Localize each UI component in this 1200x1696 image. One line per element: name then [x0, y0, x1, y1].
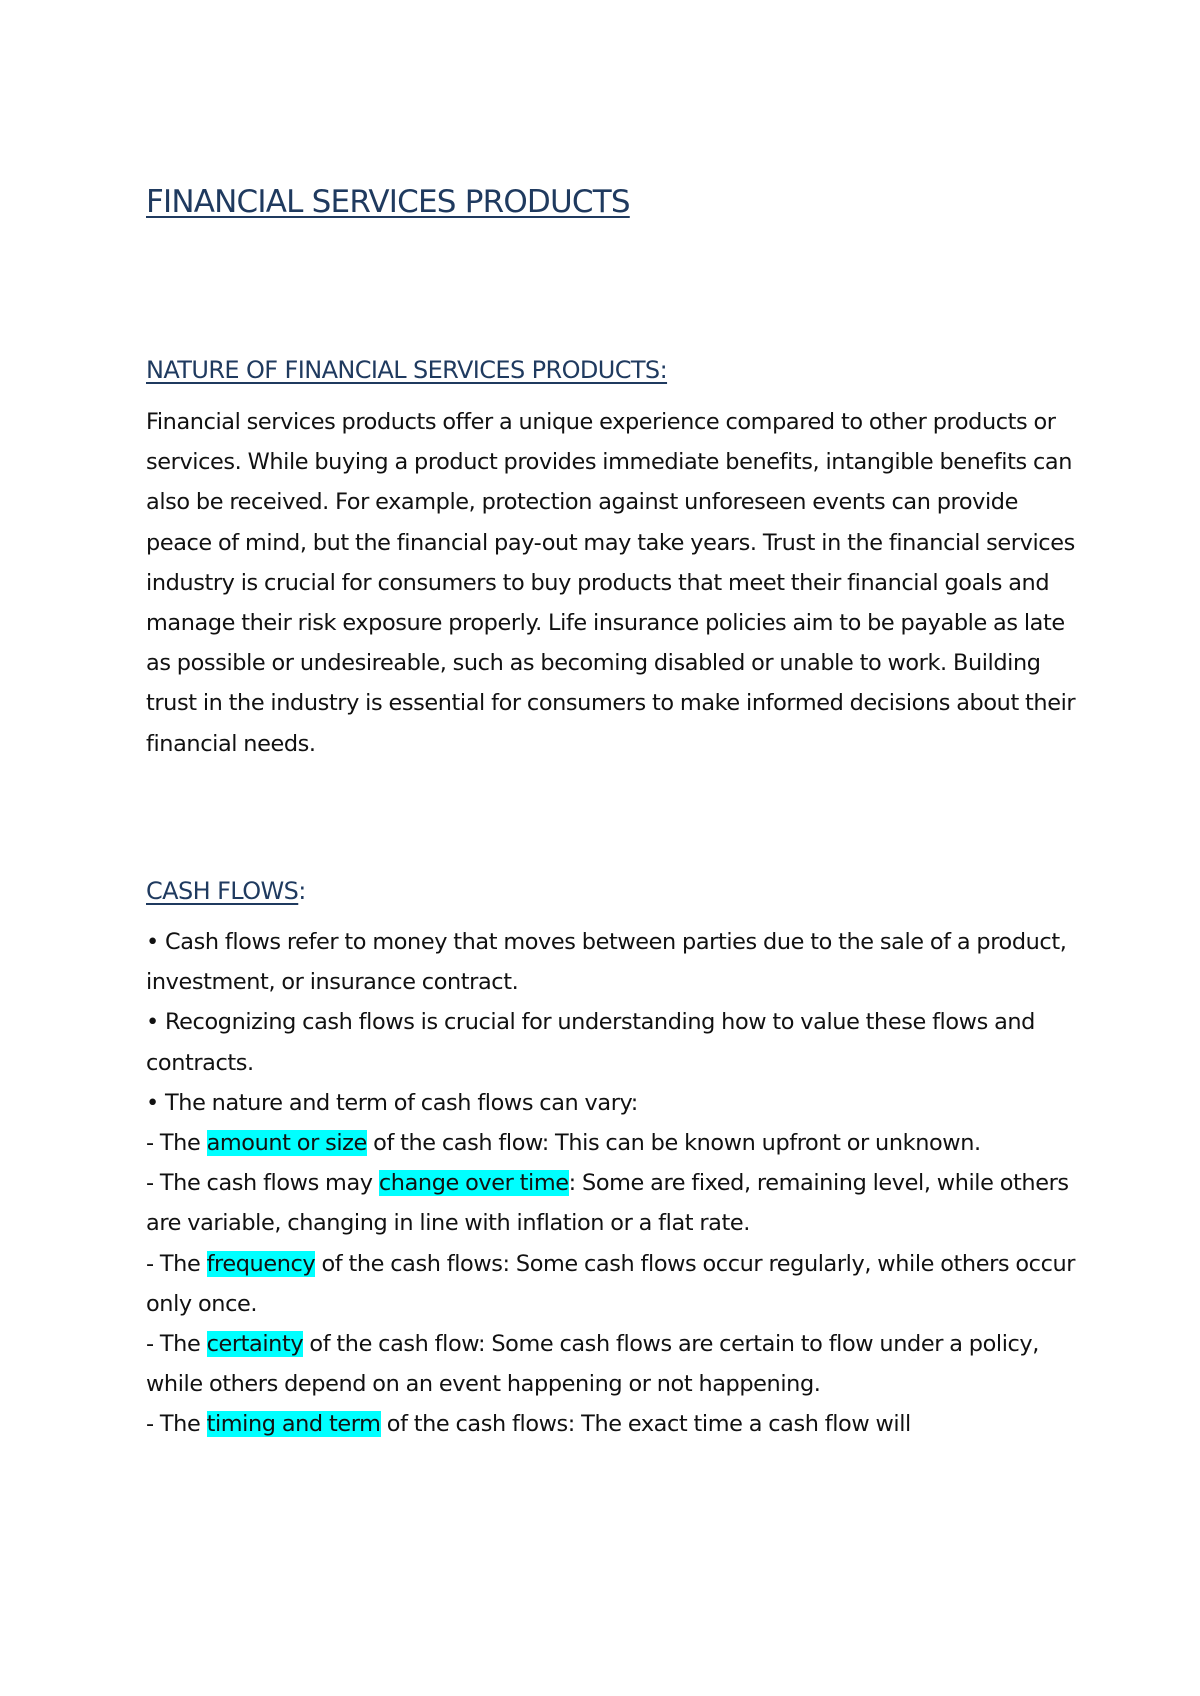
cash-flow-attribute-item [146, 1244, 1076, 1324]
highlighted-term: change over time [378, 1170, 569, 1197]
cash-flows-list [146, 922, 1076, 1445]
item-text: : Some are fixed, remaining level, while others are variable, changing in line with inflation or a flat rate. [146, 1170, 1069, 1237]
cash-flows-heading-text: CASH FLOWS [146, 877, 299, 905]
item-prefix: - The [146, 1411, 207, 1438]
cash-flows-heading-colon: : [298, 877, 306, 905]
document-title: FINANCIAL SERVICES PRODUCTS [146, 184, 630, 220]
highlighted-term: timing and term [206, 1411, 381, 1438]
item-prefix: - The cash flows may [146, 1170, 379, 1197]
item-text: of the cash flow: This can be known upfront or unknown. [366, 1130, 981, 1157]
highlighted-term: certainty [206, 1331, 304, 1358]
nature-paragraph: Financial services products offer a unique experience compared to other products or services. While buying a product provides immediate benefits, intangible benefits can also be received. For example, protection against unforeseen events can provide peace of mind, but the financial pay-out may take years. Trust in the financial services industry is crucial for consumers to buy products that meet their financial goals and manage their risk exposure properly. Life insurance policies aim to be payable as late as possible or undesireable, such as becoming disabled or unable to work. Building trust in the industry is essential for consumers to make informed decisions about their financial needs. [146, 409, 1076, 757]
cash-flow-attribute-item [146, 1404, 1076, 1444]
item-prefix: - The [146, 1250, 207, 1277]
item-prefix: - The [146, 1130, 207, 1157]
item-text: of the cash flows: The exact time a cash flow will [380, 1411, 911, 1438]
item-text: of the cash flow: Some cash flows are certain to flow under a policy, while others depend on an event happening or not happening. [146, 1331, 1039, 1398]
cash-flows-section-heading [146, 877, 306, 905]
nature-heading-text: NATURE OF FINANCIAL SERVICES PRODUCTS: [146, 356, 668, 384]
bullet-item: • The nature and term of cash flows can vary: [146, 1089, 638, 1116]
item-text: of the cash flows: Some cash flows occur regularly, while others occur only once. [146, 1250, 1076, 1317]
item-prefix: - The [146, 1331, 207, 1358]
cash-flow-attribute-item [146, 1324, 1076, 1404]
cash-flow-attribute-item [146, 1163, 1076, 1243]
cash-flow-attribute-item [146, 1123, 1076, 1163]
highlighted-term: amount or size [206, 1130, 367, 1157]
bullet-item: • Recognizing cash flows is crucial for understanding how to value these flows and contracts. [146, 1009, 1035, 1076]
bullet-item: • Cash flows refer to money that moves between parties due to the sale of a product, investment, or insurance contract. [146, 929, 1067, 996]
nature-section-heading [146, 356, 667, 384]
highlighted-term: frequency [206, 1250, 316, 1277]
